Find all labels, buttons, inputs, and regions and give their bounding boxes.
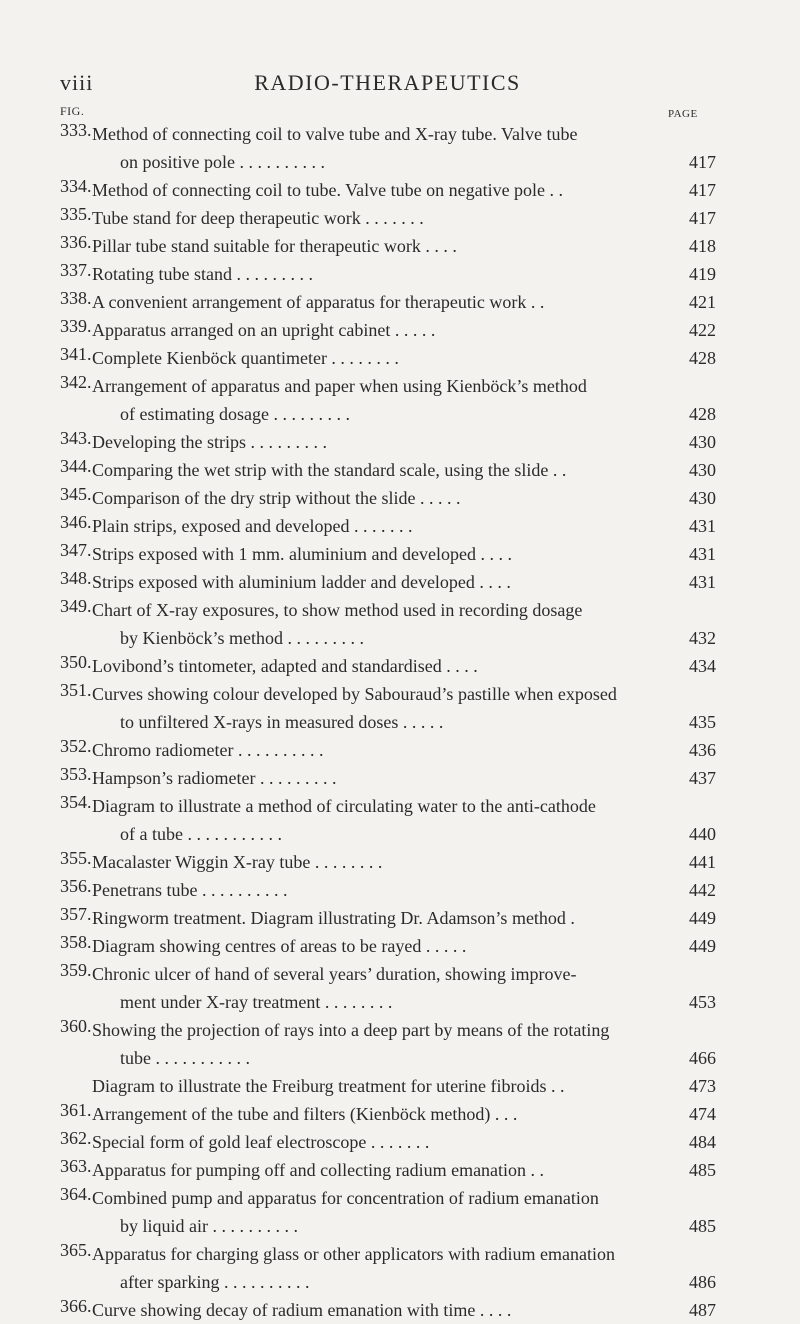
page-reference: 485 [689, 1160, 716, 1180]
page-reference: 428 [689, 348, 716, 368]
caption-line: Showing the projection of rays into a deep part by means of the rotating [92, 1020, 610, 1040]
caption-line: Curve showing decay of radium emanation with time . . . . [92, 1300, 512, 1320]
caption-line: Curves showing colour developed by Sabouraud’s pastille when exposed [92, 684, 617, 704]
figure-caption [92, 1156, 712, 1184]
figure-caption [92, 596, 712, 652]
caption-line: A convenient arrangement of apparatus for therapeutic work . . [92, 292, 545, 312]
page-reference: 453 [689, 992, 716, 1012]
page-header [60, 70, 715, 100]
caption-line: Hampson’s radiometer . . . . . . . . . [92, 768, 337, 788]
figure-number: 365. [60, 1240, 92, 1260]
caption-line: Penetrans tube . . . . . . . . . . [92, 880, 288, 900]
figure-number: 337. [60, 260, 92, 280]
figure-caption [92, 1100, 712, 1128]
figure-number: 361. [60, 1100, 92, 1120]
figure-caption [92, 876, 712, 904]
figure-caption [92, 540, 712, 568]
figure-number: 357. [60, 904, 92, 924]
figure-caption [92, 456, 712, 484]
figure-caption [92, 932, 712, 960]
page-reference: 428 [689, 404, 716, 424]
figure-number: 353. [60, 764, 92, 784]
list-item [0, 566, 800, 594]
list-item [0, 1126, 800, 1154]
caption-line: Plain strips, exposed and developed . . . . . . . [92, 516, 413, 536]
figure-number: 333. [60, 120, 92, 140]
figure-number: 360. [60, 1016, 92, 1036]
caption-line: Method of connecting coil to valve tube and X-ray tube. Valve tube [92, 124, 578, 144]
page-reference: 473 [689, 1076, 716, 1096]
figure-caption [92, 428, 712, 456]
page-reference: 449 [689, 908, 716, 928]
figure-caption [92, 316, 712, 344]
caption-line: Comparison of the dry strip without the slide . . . . . [92, 488, 461, 508]
list-item [0, 790, 800, 846]
caption-line: Ringworm treatment. Diagram illustrating Dr. Adamson’s method . [92, 908, 575, 928]
caption-line: on positive pole . . . . . . . . . . [120, 152, 325, 172]
figure-caption [92, 792, 712, 848]
page-reference: 486 [689, 1272, 716, 1292]
figure-number: 347. [60, 540, 92, 560]
page-reference: 435 [689, 712, 716, 732]
page-reference: 418 [689, 236, 716, 256]
figure-caption [92, 344, 712, 372]
page-reference: 466 [689, 1048, 716, 1068]
figure-caption [92, 736, 712, 764]
caption-line: Macalaster Wiggin X-ray tube . . . . . . . . [92, 852, 383, 872]
figure-caption [92, 652, 712, 680]
page-reference: 441 [689, 852, 716, 872]
list-item [0, 118, 800, 174]
figure-number: 335. [60, 204, 92, 224]
page-reference: 442 [689, 880, 716, 900]
caption-line: Special form of gold leaf electroscope . . . . . . . [92, 1132, 430, 1152]
page-reference: 484 [689, 1132, 716, 1152]
figure-number: 342. [60, 372, 92, 392]
caption-line: Apparatus for pumping off and collecting radium emanation . . [92, 1160, 545, 1180]
caption-line: Apparatus arranged on an upright cabinet . . . . . [92, 320, 436, 340]
list-item [0, 202, 800, 230]
list-item [0, 286, 800, 314]
list-item [0, 762, 800, 790]
list-item [0, 342, 800, 370]
caption-line: Chromo radiometer . . . . . . . . . . [92, 740, 324, 760]
page-number: viii [60, 70, 94, 95]
caption-line: Developing the strips . . . . . . . . . [92, 432, 327, 452]
caption-line: Diagram showing centres of areas to be rayed . . . . . [92, 936, 467, 956]
caption-line: of estimating dosage . . . . . . . . . [120, 404, 350, 424]
list-item [0, 874, 800, 902]
figure-number: 354. [60, 792, 92, 812]
page-reference: 437 [689, 768, 716, 788]
figure-number: 362. [60, 1128, 92, 1148]
list-item [0, 314, 800, 342]
figure-number: 366. [60, 1296, 92, 1316]
page-reference: 421 [689, 292, 716, 312]
page-reference: 487 [689, 1300, 716, 1320]
page-reference: 417 [689, 152, 716, 172]
figure-caption [92, 232, 712, 260]
page-reference: 449 [689, 936, 716, 956]
caption-line: Arrangement of apparatus and paper when using Kienböck’s method [92, 376, 587, 396]
figure-caption [92, 484, 712, 512]
caption-line: after sparking . . . . . . . . . . [120, 1272, 310, 1292]
list-item [0, 1070, 800, 1098]
figure-caption [92, 176, 712, 204]
figure-number: 339. [60, 316, 92, 336]
list-item [0, 902, 800, 930]
figure-number: 359. [60, 960, 92, 980]
figure-caption [92, 680, 712, 736]
figure-number: 351. [60, 680, 92, 700]
caption-line: of a tube . . . . . . . . . . . [120, 824, 282, 844]
caption-line: Lovibond’s tintometer, adapted and standardised . . . . [92, 656, 478, 676]
figure-list [0, 118, 800, 1322]
caption-line: Strips exposed with aluminium ladder and developed . . . . [92, 572, 511, 592]
figure-caption [92, 260, 712, 288]
list-item [0, 734, 800, 762]
figure-number: 343. [60, 428, 92, 448]
list-item [0, 930, 800, 958]
caption-line: to unfiltered X-rays in measured doses . . . . . [120, 712, 444, 732]
list-item [0, 538, 800, 566]
figure-number: 349. [60, 596, 92, 616]
list-item [0, 1294, 800, 1322]
figure-number: 363. [60, 1156, 92, 1176]
figure-caption [92, 204, 712, 232]
figure-caption [92, 372, 712, 428]
figure-caption [92, 1072, 712, 1100]
fig-column-label: FIG. [60, 104, 85, 118]
page-reference: 431 [689, 516, 716, 536]
list-item [0, 370, 800, 426]
list-item [0, 454, 800, 482]
figure-number: 348. [60, 568, 92, 588]
caption-line: Chronic ulcer of hand of several years’ duration, showing improve- [92, 964, 577, 984]
caption-line: Arrangement of the tube and filters (Kienböck method) . . . [92, 1104, 518, 1124]
caption-line: Strips exposed with 1 mm. aluminium and developed . . . . [92, 544, 512, 564]
caption-line: Chart of X-ray exposures, to show method used in recording dosage [92, 600, 583, 620]
figure-number: 345. [60, 484, 92, 504]
figure-number: 346. [60, 512, 92, 532]
list-item [0, 1014, 800, 1070]
caption-line: tube . . . . . . . . . . . [120, 1048, 250, 1068]
list-item [0, 1154, 800, 1182]
page-reference: 430 [689, 460, 716, 480]
figure-caption [92, 1184, 712, 1240]
page-reference: 474 [689, 1104, 716, 1124]
list-item [0, 650, 800, 678]
list-item [0, 482, 800, 510]
list-item [0, 958, 800, 1014]
figure-number: 356. [60, 876, 92, 896]
page-reference: 434 [689, 656, 716, 676]
figure-caption [92, 960, 712, 1016]
caption-line: Tube stand for deep therapeutic work . . . . . . . [92, 208, 424, 228]
caption-line: ment under X-ray treatment . . . . . . . . [120, 992, 393, 1012]
page-reference: 417 [689, 208, 716, 228]
list-item [0, 174, 800, 202]
figure-caption [92, 764, 712, 792]
page-reference: 431 [689, 572, 716, 592]
figure-caption [92, 120, 712, 176]
running-title: RADIO-THERAPEUTICS [254, 70, 521, 95]
caption-line: Complete Kienböck quantimeter . . . . . . . . [92, 348, 399, 368]
page-column-label: PAGE [668, 108, 698, 120]
list-item [0, 846, 800, 874]
page-reference: 419 [689, 264, 716, 284]
figure-number: 338. [60, 288, 92, 308]
figure-number: 344. [60, 456, 92, 476]
figure-number: 355. [60, 848, 92, 868]
page-reference: 440 [689, 824, 716, 844]
page-reference: 430 [689, 432, 716, 452]
page-reference: 436 [689, 740, 716, 760]
list-item [0, 510, 800, 538]
figure-number: 336. [60, 232, 92, 252]
list-item [0, 1238, 800, 1294]
caption-line: Method of connecting coil to tube. Valve tube on negative pole . . [92, 180, 564, 200]
caption-line: Combined pump and apparatus for concentration of radium emanation [92, 1188, 599, 1208]
caption-line: by liquid air . . . . . . . . . . [120, 1216, 298, 1236]
figure-caption [92, 1128, 712, 1156]
list-item [0, 426, 800, 454]
figure-number: 334. [60, 176, 92, 196]
page-reference: 422 [689, 320, 716, 340]
caption-line: by Kienböck’s method . . . . . . . . . [120, 628, 364, 648]
figure-number: 358. [60, 932, 92, 952]
list-item [0, 230, 800, 258]
list-item [0, 1098, 800, 1126]
page-reference: 432 [689, 628, 716, 648]
page-reference: 485 [689, 1216, 716, 1236]
figure-caption [92, 848, 712, 876]
list-item [0, 678, 800, 734]
page-reference: 417 [689, 180, 716, 200]
list-item [0, 258, 800, 286]
figure-number: 341. [60, 344, 92, 364]
list-item [0, 594, 800, 650]
list-item [0, 1182, 800, 1238]
figure-number: 352. [60, 736, 92, 756]
caption-line: Pillar tube stand suitable for therapeutic work . . . . [92, 236, 457, 256]
figure-caption [92, 904, 712, 932]
figure-caption [92, 1016, 712, 1072]
figure-caption [92, 512, 712, 540]
figure-caption [92, 1296, 712, 1324]
caption-line: Diagram to illustrate the Freiburg treatment for uterine fibroids . . [92, 1076, 565, 1096]
figure-caption [92, 288, 712, 316]
caption-line: Rotating tube stand . . . . . . . . . [92, 264, 313, 284]
figure-number: 350. [60, 652, 92, 672]
page-reference: 430 [689, 488, 716, 508]
figure-caption [92, 568, 712, 596]
caption-line: Comparing the wet strip with the standard scale, using the slide . . [92, 460, 567, 480]
figure-caption [92, 1240, 712, 1296]
figure-number: 364. [60, 1184, 92, 1204]
caption-line: Apparatus for charging glass or other applicators with radium emanation [92, 1244, 616, 1264]
page-reference: 431 [689, 544, 716, 564]
caption-line: Diagram to illustrate a method of circulating water to the anti-cathode [92, 796, 596, 816]
